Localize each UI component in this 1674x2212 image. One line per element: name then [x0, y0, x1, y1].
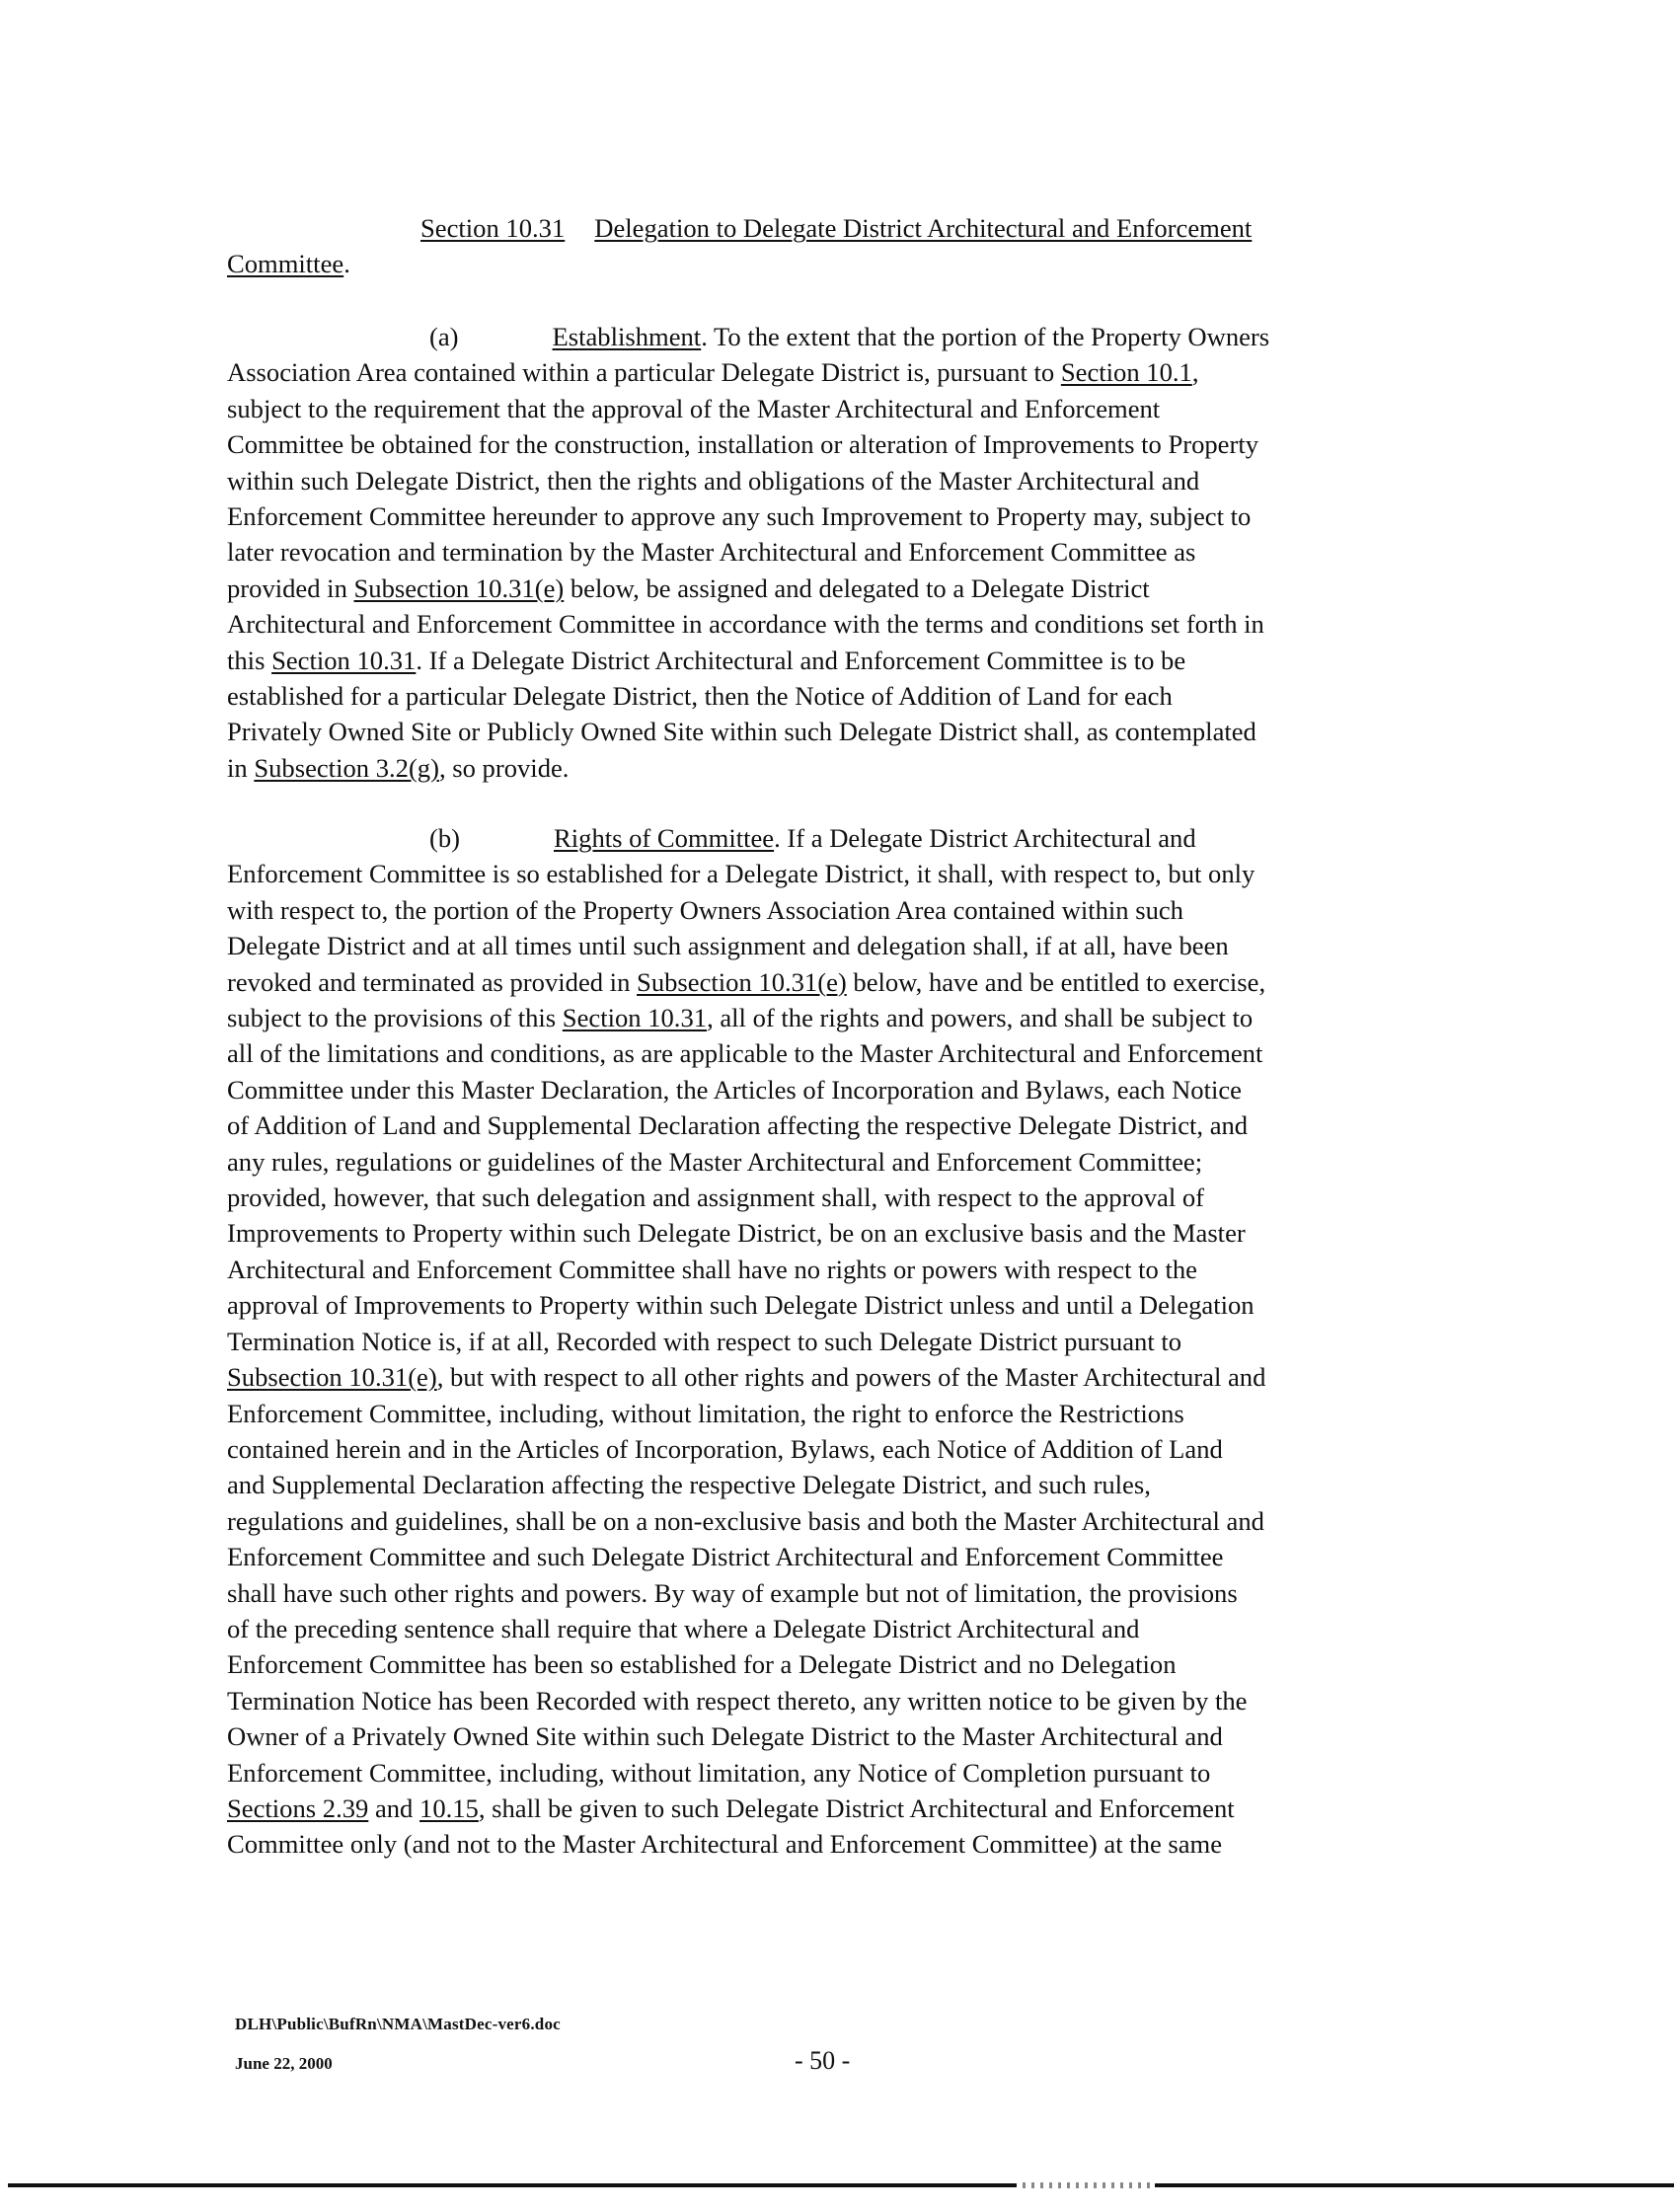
paragraph-b-line: Termination Notice is, if at all, Recorded with respect to such Delegate District pursuant to	[227, 1326, 1182, 1356]
paragraph-a-line: Enforcement Committee hereunder to approve any such Improvement to Property may, subject to	[227, 501, 1252, 532]
paragraph-b-line: Subsection 10.31(e), but with respect to all other rights and powers of the Master Architectural and	[227, 1362, 1266, 1393]
paragraph-a-line: within such Delegate District, then the rights and obligations of the Master Architectural and	[227, 465, 1200, 496]
paragraph-b-line: shall have such other rights and powers. By way of example but not of limitation, the provisions	[227, 1577, 1238, 1608]
paragraph-b-line: Delegate District and at all times until such assignment and delegation shall, if at all, have been	[227, 931, 1229, 961]
section-title: Delegation to Delegate District Architectural and Enforcement	[594, 213, 1253, 243]
section-heading	[227, 210, 1451, 282]
section-heading-line-2: Committee.	[227, 249, 350, 279]
paragraph-a-line: later revocation and termination by the Master Architectural and Enforcement Committee as	[227, 537, 1196, 568]
paragraph-a-title: Establishment	[552, 322, 702, 351]
paragraph-b-label: (b)	[429, 823, 461, 853]
paragraph-b-line: any rules, regulations or guidelines of the Master Architectural and Enforcement Committee;	[227, 1146, 1203, 1177]
paragraph-b-line: contained herein and in the Articles of Incorporation, Bylaws, each Notice of Addition of Land	[227, 1433, 1223, 1464]
paragraph-a-line: Committee be obtained for the construction, installation or alteration of Improvements to Property	[227, 429, 1259, 460]
paragraph-b-line: provided, however, that such delegation and assignment shall, with respect to the approval of	[227, 1182, 1205, 1213]
section-title-continued: Committee	[227, 249, 344, 279]
paragraph-b-line: Committee only (and not to the Master Architectural and Enforcement Committee) at the same	[227, 1829, 1223, 1860]
paragraph-b-line: Termination Notice has been Recorded with respect thereto, any written notice to be given by the	[227, 1685, 1248, 1716]
paragraph-b	[227, 820, 1451, 1863]
paragraph-a-line: (a) Establishment. To the extent that the portion of the Property Owners	[429, 322, 1270, 351]
paragraph-b-line: Enforcement Committee, including, without limitation, any Notice of Completion pursuant to	[227, 1757, 1211, 1788]
cross-reference: 10.15	[419, 1792, 479, 1823]
paragraph-b-line: Committee under this Master Declaration, the Articles of Incorporation and Bylaws, each Notice	[227, 1074, 1242, 1105]
cross-reference: Section 10.31	[271, 645, 417, 675]
paragraph-b-line: and Supplemental Declaration affecting the respective Delegate District, and such rules,	[227, 1470, 1151, 1500]
page-number: - 50 -	[795, 2046, 851, 2075]
paragraph-b-line: subject to the provisions of this Section 10.31, all of the rights and powers, and shall be subject to	[227, 1003, 1254, 1033]
paragraph-b-line: regulations and guidelines, shall be on a non-exclusive basis and both the Master Architectural and	[227, 1505, 1264, 1536]
cross-reference: Subsection 10.31(e)	[353, 572, 565, 603]
footer-date: June 22, 2000	[235, 2054, 333, 2073]
page-bottom-rule-artifact	[1017, 2182, 1155, 2188]
paragraph-b-title: Rights of Committee	[554, 823, 775, 853]
paragraph-b-line: Enforcement Committee has been so established for a Delegate District and no Delegation	[227, 1649, 1177, 1680]
cross-reference: Section 10.31	[562, 1003, 708, 1033]
paragraph-b-line: all of the limitations and conditions, as are applicable to the Master Architectural and Enforcement	[227, 1038, 1263, 1069]
paragraph-b-line: with respect to, the portion of the Property Owners Association Area contained within such	[227, 894, 1183, 925]
paragraph-a-line: provided in Subsection 10.31(e) below, be assigned and delegated to a Delegate District	[227, 572, 1150, 603]
paragraph-a	[227, 319, 1451, 786]
cross-reference: Subsection 10.31(e)	[637, 966, 847, 997]
cross-reference: Subsection 3.2(g)	[254, 752, 439, 783]
paragraph-a-line: this Section 10.31. If a Delegate District Architectural and Enforcement Committee is to be	[227, 645, 1186, 675]
paragraph-b-line: of the preceding sentence shall require that where a Delegate District Architectural and	[227, 1613, 1140, 1643]
paragraph-b-line: Improvements to Property within such Delegate District, be on an exclusive basis and the Master	[227, 1218, 1246, 1249]
paragraph-b-line: (b) Rights of Committee. If a Delegate District Architectural and	[429, 823, 1196, 853]
paragraph-b-line: Architectural and Enforcement Committee shall have no rights or powers with respect to the	[227, 1254, 1197, 1284]
footer-file-path: DLH\Public\BufRn\NMA\MastDec-ver6.doc	[235, 2015, 561, 2033]
cross-reference: Section 10.1	[1060, 357, 1192, 388]
cross-reference: Sections 2.39	[227, 1792, 369, 1823]
paragraph-a-line: subject to the requirement that the approval of the Master Architectural and Enforcement	[227, 393, 1161, 423]
page-bottom-rule	[8, 2183, 1674, 2187]
paragraph-a-line: established for a particular Delegate District, then the Notice of Addition of Land for each	[227, 681, 1173, 712]
section-heading-line-1	[227, 210, 1451, 246]
paragraph-b-line: Sections 2.39 and 10.15, shall be given to such Delegate District Architectural and Enforcement	[227, 1792, 1235, 1823]
paragraph-a-line: Privately Owned Site or Publicly Owned Site within such Delegate District shall, as contemplated	[227, 717, 1256, 747]
paragraph-b-line: of Addition of Land and Supplemental Declaration affecting the respective Delegate District, and	[227, 1110, 1249, 1141]
paragraph-a-label: (a)	[429, 322, 459, 351]
paragraph-a-line: in Subsection 3.2(g), so provide.	[227, 752, 570, 783]
paragraph-b-line: Enforcement Committee is so established for a Delegate District, it shall, with respect to, but only	[227, 859, 1256, 889]
paragraph-a-line: Association Area contained within a particular Delegate District is, pursuant to Section 10.1,	[227, 357, 1199, 388]
paragraph-b-line: approval of Improvements to Property within such Delegate District unless and until a Delegation	[227, 1290, 1255, 1321]
paragraph-b-line: Owner of a Privately Owned Site within such Delegate District to the Master Architectural and	[227, 1721, 1223, 1752]
section-reference: Section 10.31	[420, 213, 566, 243]
paragraph-b-line: revoked and terminated as provided in Subsection 10.31(e) below, have and be entitled to exercise,	[227, 966, 1266, 997]
paragraph-b-line: Enforcement Committee and such Delegate District Architectural and Enforcement Committee	[227, 1542, 1224, 1572]
paragraph-b-line: Enforcement Committee, including, without limitation, the right to enforce the Restrictions	[227, 1398, 1184, 1428]
paragraph-a-line: Architectural and Enforcement Committee in accordance with the terms and conditions set forth in	[227, 609, 1264, 640]
cross-reference: Subsection 10.31(e)	[227, 1362, 437, 1393]
